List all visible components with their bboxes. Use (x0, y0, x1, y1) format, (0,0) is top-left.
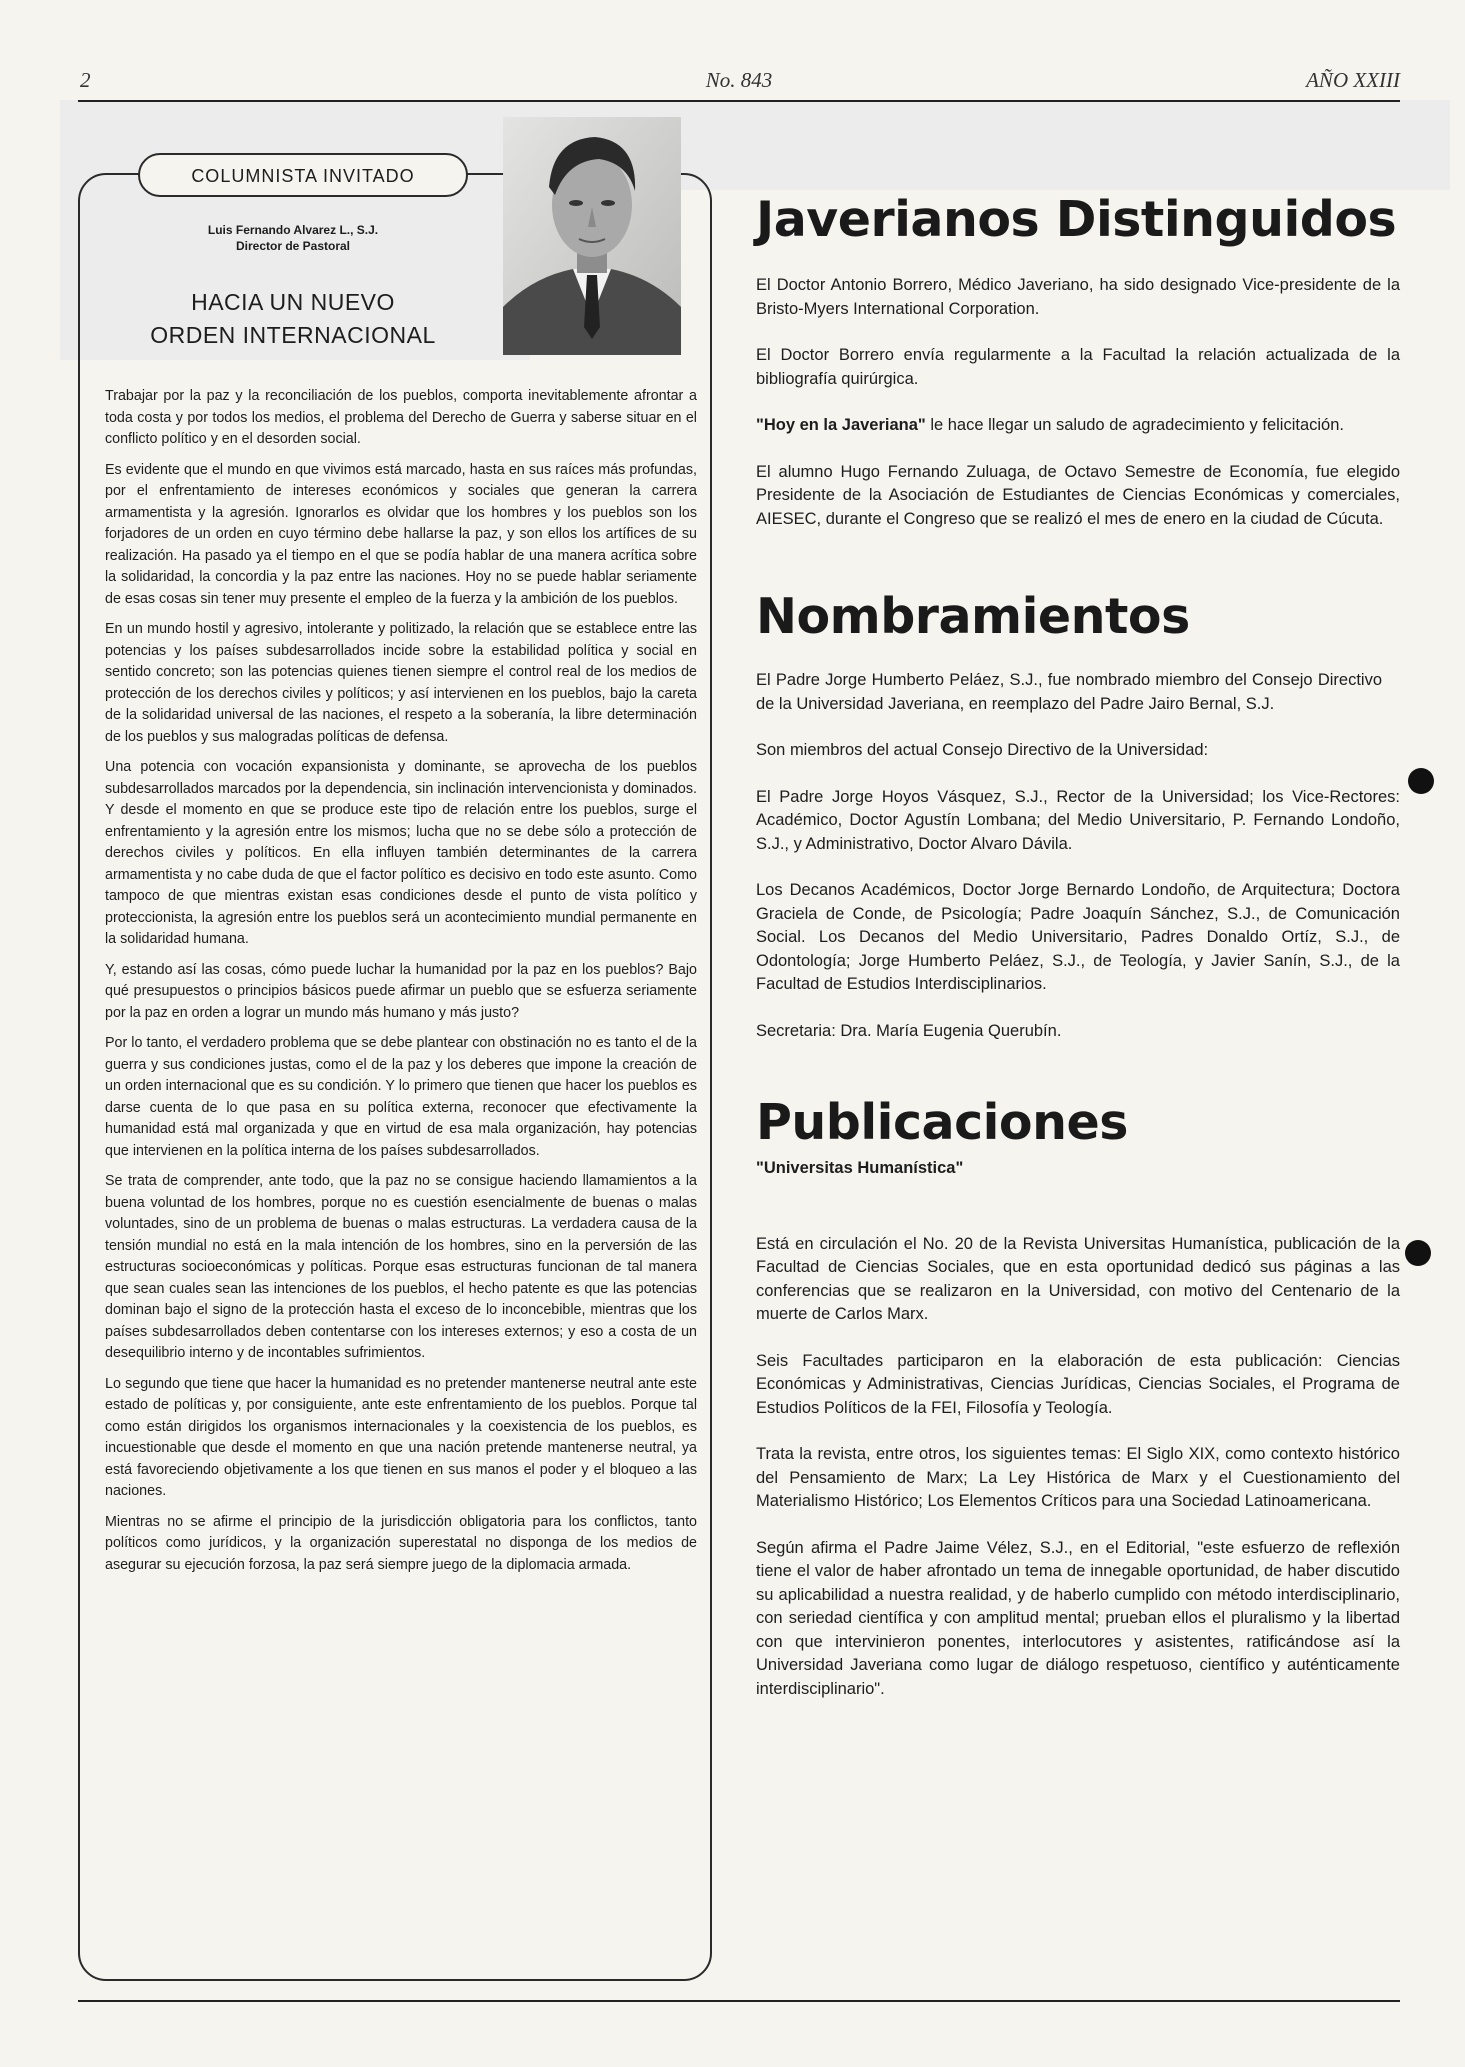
article-paragraph: En un mundo hostil y agresivo, intolerante y politizado, la relación que se establece entre las potencias y los países subdesarrollados incide sobre la estabilidad política y social en sentido concreto; son las potencias quienes tienen siempre el control real de los medios de protección de los derechos civiles y políticos; y así intervienen en los pueblos, bajo la careta de la solidaridad universal de las naciones, el respeto a la soberanía, la libre determinación de los pueblos y sus malogradas políticas de defensa. (105, 621, 697, 745)
author-role: Director de Pastoral (235, 239, 351, 253)
publicaciones-paragraph: Según afirma el Padre Jaime Vélez, S.J., en el Editorial, "este esfuerzo de reflexión tiene el valor de haber afrontado un tema de innegable oportunidad, de haber discutido su aplicabilidad a nuestra realidad, y de haberlo cumplido con método interdisciplinario, con seriedad científica y con amplitud mental; prueban ellos el pluralismo y la libertad con que intervinieron ponentes, interlocutores y asistentes, ratificándose así la Universidad Javeriana como lugar de diálogo respetuoso, científico y auténticamente interdisciplinario". (756, 1538, 1400, 1698)
article-body (105, 386, 697, 1585)
javerianos-paragraph: El Doctor Antonio Borrero, Médico Javeriano, ha sido designado Vice-presidente de la Bristo-Myers International Corporation. (756, 276, 1400, 318)
article-paragraph: Por lo tanto, el verdadero problema que se debe plantear con obstinación no es tanto el de la guerra y sus condiciones justas, como el de la paz y los deberes que impone la creación de un orden internacional que es su condición. Y lo primero que tienen que hacer los pueblos es darse cuenta de lo que pasa en su política externa, reconocer que efectivamente la humanidad está mal organizada y que en virtud de esa mala organización, hay potencias que intervienen en la política interna de los países subdesarrollados. (105, 1035, 697, 1159)
javerianos-paragraph: El Doctor Borrero envía regularmente a la Facultad la relación actualizada de la bibliografía quirúrgica. (756, 346, 1400, 388)
article-paragraph: Lo segundo que tiene que hacer la humanidad es no pretender mantenerse neutral ante este estado de políticas y, por consiguiente, ante este enfrentamiento de los pueblos. Porque tal como están dirigidos los organismos internacionales y la coexistencia de los pueblos, es incuestionable que desde el momento en que una nación pretende mantenerse neutral, ya está favoreciendo objetivamente a los que tienen en sus manos el poder y el bloqueo a las naciones. (105, 1375, 697, 1499)
nombramientos-paragraph: El Padre Jorge Humberto Peláez, S.J., fue nombrado miembro del Consejo Directivo de la Universidad Javeriana, en reemplazo del Padre Jairo Bernal, S.J. (756, 671, 1382, 713)
publicaciones-paragraph: Trata la revista, entre otros, los siguientes temas: El Siglo XIX, como contexto histórico del Pensamiento de Marx; La Ley Histórica de Marx y el Cuestionamiento del Materialismo Histórico; Los Elementos Críticos para una Sociedad Latinoamericana. (756, 1445, 1400, 1510)
section-title-nombramientos: Nombramientos (756, 588, 1190, 645)
byline (108, 222, 478, 254)
page-number: 2 (80, 68, 91, 92)
author-name: Luis Fernando Alvarez L., S.J. (207, 223, 379, 237)
article-paragraph: Una potencia con vocación expansionista y dominante, se aprovecha de los pueblos subdesarrollados marcados por la dependencia, sin inclinación intervencionista y dominados. Y desde el momento en que se produce este tipo de relación entre los pueblos, surge el enfrentamiento y la agresión entre los mismos; lucha que no se debe sólo a protección de derechos civiles y políticos. En ella influyen también determinantes de la carrera armamentista y no cabe duda de que el factor político es decisivo en todo este asunto. Como tampoco de que mientras existan esas condiciones desde el punto de vista político y proteccionista, la agresión entre los pueblos será un acontecimiento mundial permanente en la solidaridad humana. (105, 759, 697, 947)
header-rule (78, 100, 1400, 102)
section-title-publicaciones: Publicaciones (756, 1094, 1128, 1151)
section-title-javerianos: Javerianos Distinguidos (756, 191, 1397, 248)
binding-hole-mark (1408, 768, 1434, 794)
column-tag: COLUMNISTA INVITADO (138, 153, 468, 197)
publication-name: "Universitas Humanística" (756, 1159, 964, 1177)
javerianos-text: le hace llegar un saludo de agradecimiento y felicitación. (925, 416, 1344, 434)
article-paragraph: Es evidente que el mundo en que vivimos está marcado, hasta en sus raíces más profundas, por el enfrentamiento de intereses económicos y sociales que generan la carrera armamentista y la agresión. Ignorarlos es olvidar que los hombres y los pueblos son los forjadores de un orden en cuyo término debe hallarse la paz, y son ellos los artífices de su realización. Ha pasado ya el tiempo en el que se podía hablar de una manera acrítica sobre la solidaridad, la concordia y la paz entre las naciones. Hoy no se puede hablar seriamente de esas cosas sin tener muy presente el empleo de la fuerza y la ambición de los pueblos. (105, 461, 697, 607)
javerianos-paragraph (756, 414, 1400, 438)
right-column (756, 190, 1400, 1701)
binding-hole-mark (1405, 1240, 1431, 1266)
publicaciones-paragraph: Seis Facultades participaron en la elaboración de esta publicación: Ciencias Económicas y Administrativas, Ciencias Jurídicas, Ciencias Sociales, el Programa de Estudios Políticos de la FEI, Filosofía y Teología. (756, 1351, 1400, 1417)
article-paragraph: Mientras no se afirme el principio de la jurisdicción obligatoria para los conflictos, tanto políticos como jurídicos, y la organización superestatal no disponga de los medios de asegurar su ejecución forzosa, la paz será siempre juego de la diplomacia armada. (105, 1513, 697, 1573)
running-header (78, 64, 1400, 98)
article-title (108, 286, 478, 352)
newsletter-name: "Hoy en la Javeriana" (756, 416, 926, 434)
javerianos-paragraph: El alumno Hugo Fernando Zuluaga, de Octavo Semestre de Economía, fue elegido Presidente de la Asociación de Estudiantes de Ciencias Económicas y comerciales, AIESEC, durante el Congreso que se realizó el mes de enero en la ciudad de Cúcuta. (756, 462, 1400, 528)
nombramientos-paragraph: Secretaria: Dra. María Eugenia Querubín. (756, 1021, 1062, 1040)
article-paragraph: Se trata de comprender, ante todo, que la paz no se consigue haciendo llamamientos a la buena voluntad de los hombres, porque no es cuestión esencialmente de buenas o malas voluntades, sino de un problema de buenas o malas estructuras. La verdadera causa de la tensión mundial no está en la mala intención de los hombres, sino en la perversión de las estructuras socioeconómicas y políticas. Porque esas estructuras funcionan de tal manera que sean cuales sean las intenciones de los pueblos, el hecho patente es que las potencias dominan bajo el signo de la protección hasta el exceso de lo inconcebible, mientras que los países subdesarrollados deben contentarse con los intereses externos; y eso a costa de un desequilibrio interno y de incontables sufrimientos. (105, 1173, 697, 1361)
article-title-line2: ORDEN INTERNACIONAL (150, 322, 436, 348)
publicaciones-paragraph: Está en circulación el No. 20 de la Revista Universitas Humanística, publicación de la Facultad de Ciencias Sociales, que en esta oportunidad dedicó sus páginas a las conferencias que se realizaron en la Universidad, con motivo del Centenario de la muerte de Carlos Marx. (756, 1234, 1400, 1323)
article-paragraph: Trabajar por la paz y la reconciliación de los pueblos, comporta inevitablemente afrontar a toda costa y por todos los medios, el problema del Derecho de Guerra y saberse situar en el conflicto político y en el desorden social. (105, 388, 697, 447)
nombramientos-paragraph: Los Decanos Académicos, Doctor Jorge Bernardo Londoño, de Arquitectura; Doctora Graciela de Conde, de Psicología; Padre Joaquín Sánchez, S.J., de Comunicación Social. Los Decanos del Medio Universitario, Padres Donaldo Ortíz, S.J., de Odontología; Jorge Humberto Peláez, S.J., de Teología, y Javier Sanín, S.J., de la Facultad de Estudios Interdisciplinarios. (756, 881, 1400, 993)
article-paragraph: Y, estando así las cosas, cómo puede luchar la humanidad por la paz en los pueblos? Bajo qué presupuestos o principios básicos puede afirmar un pueblo que se esfuerza seriamente por la paz en orden a lograr un mundo más humano y más justo? (105, 961, 697, 1021)
nombramientos-paragraph: El Padre Jorge Hoyos Vásquez, S.J., Rector de la Universidad; los Vice-Rectores: Académico, Doctor Agustín Lombana; del Medio Universitario, P. Fernando Londoño, S.J., y Administrativo, Doctor Alvaro Dávila. (756, 787, 1400, 853)
year-label: AÑO XXIII (1306, 68, 1400, 92)
author-photo (503, 117, 681, 355)
article-title-line1: HACIA UN NUEVO (191, 289, 395, 315)
nombramientos-paragraph: Son miembros del actual Consejo Directivo de la Universidad: (756, 741, 1209, 759)
footer-rule (78, 2000, 1400, 2002)
issue-number: No. 843 (705, 68, 773, 92)
